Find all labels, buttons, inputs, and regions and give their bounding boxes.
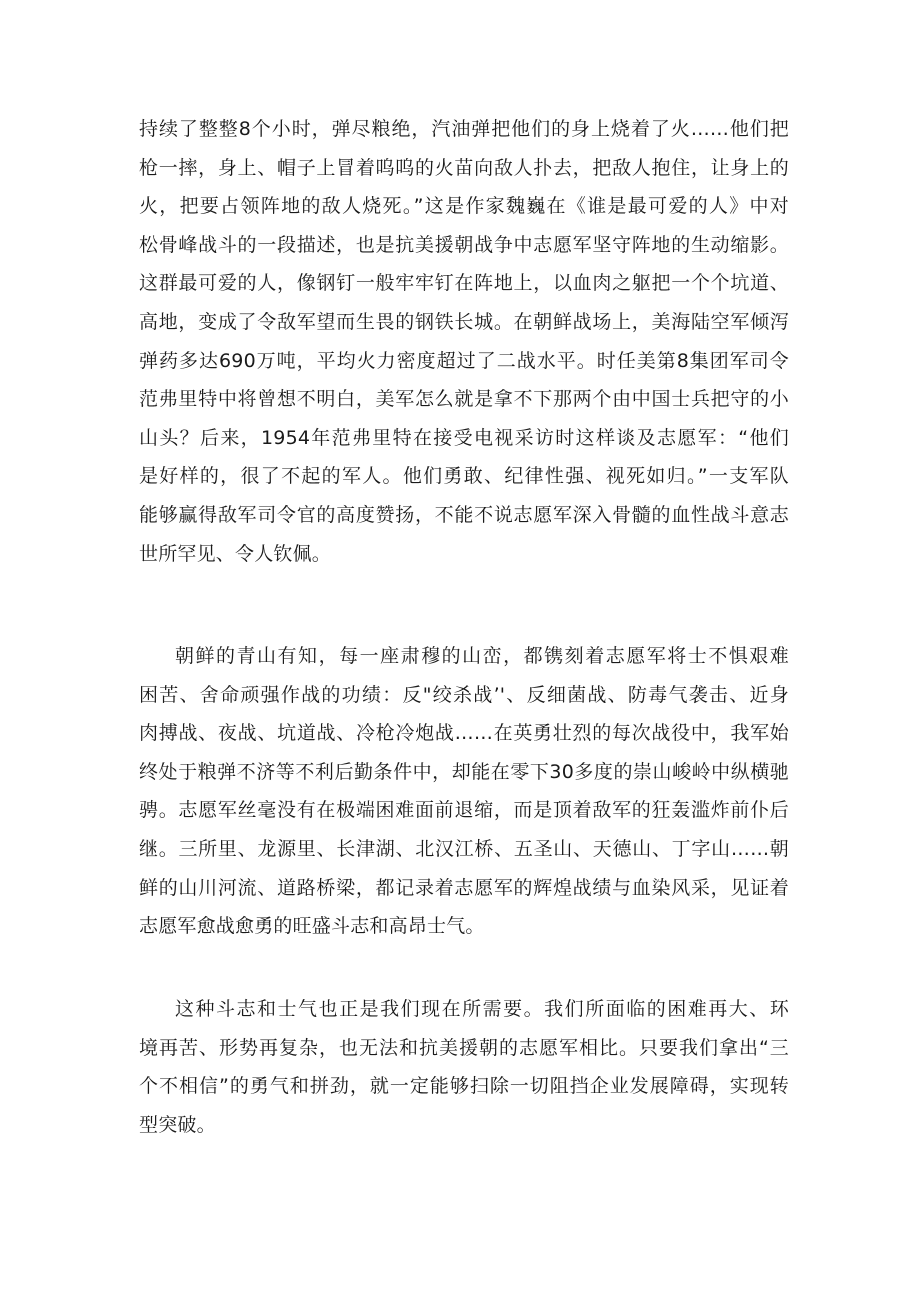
text-line: 这种斗志和士气也正是我们现在所需要。我们所面临的困难再大、环 [175,998,789,1020]
paragraph-1 [139,110,789,573]
text-line: 这群最可爱的人，像钢钉一般牢牢钉在阵地上，以血肉之躯把一个个坑道、 [139,272,789,295]
text-line: 松骨峰战斗的一段描述，也是抗美援朝战争中志愿军坚守阵地的生动缩影。 [139,233,789,256]
text-line: 范弗里特中将曾想不明白，美军怎么就是拿不下那两个由中国士兵把守的小 [139,388,789,411]
text-line: 弹药多达690万吨，平均火力密度超过了二战水平。时任美第8集团军司令 [139,349,789,372]
text-line: 世所罕见、令人钦佩。 [139,542,332,565]
text-line: 高地，变成了令敌军望而生畏的钢铁长城。在朝鲜战场上，美海陆空军倾泻 [139,310,789,333]
text-line: 终处于粮弹不济等不利后勤条件中，却能在零下30多度的崇山峻岭中纵横驰 [139,760,789,783]
text-line: 能够赢得敌军司令官的高度赞扬，不能不说志愿军深入骨髓的血性战斗意志 [139,503,789,526]
text-line: 朝鲜的青山有知，每一座肃穆的山峦，都镌刻着志愿军将士不惧艰难 [175,645,789,667]
text-line: 骋。志愿军丝毫没有在极端困难面前退缩，而是顶着敌军的狂轰滥炸前仆后 [139,799,789,822]
text-line: 持续了整整8个小时，弹尽粮绝，汽油弹把他们的身上烧着了火……他们把 [139,118,789,140]
text-line: 鲜的山川河流、道路桥梁，都记录着志愿军的辉煌战绩与血染风采，见证着 [139,876,789,899]
text-line: 困苦、舍命顽强作战的功绩：反"绞杀战’'、反细菌战、防毒气袭击、近身 [139,683,789,706]
paragraph-3 [139,990,789,1144]
text-line: 枪一摔，身上、帽子上冒着呜呜的火苗向敌人扑去，把敌人抱住，让身上的 [139,156,789,179]
text-line: 火，把要占领阵地的敌人烧死。”这是作家魏巍在《谁是最可爱的人》中对 [139,195,789,218]
text-line: 志愿军愈战愈勇的旺盛斗志和高昂士气。 [139,915,485,938]
text-line: 型突破。 [139,1113,216,1136]
paragraph-2 [139,637,789,946]
text-line: 继。三所里、龙源里、长津湖、北汉江桥、五圣山、天德山、丁字山……朝 [139,837,789,860]
text-line: 肉搏战、夜战、坑道战、冷枪冷炮战……在英勇壮烈的每次战役中，我军始 [139,722,789,745]
text-line: 山头？后来，1954年范弗里特在接受电视采访时这样谈及志愿军：“他们 [139,426,789,449]
text-line: 是好样的，很了不起的军人。他们勇敢、纪律性强、视死如归。”一支军队 [139,465,789,488]
text-line: 个不相信”的勇气和拼劲，就一定能够扫除一切阻挡企业发展障碍，实现转 [139,1075,789,1098]
text-line: 境再苦、形势再复杂，也无法和抗美援朝的志愿军相比。只要我们拿出“三 [139,1036,789,1059]
